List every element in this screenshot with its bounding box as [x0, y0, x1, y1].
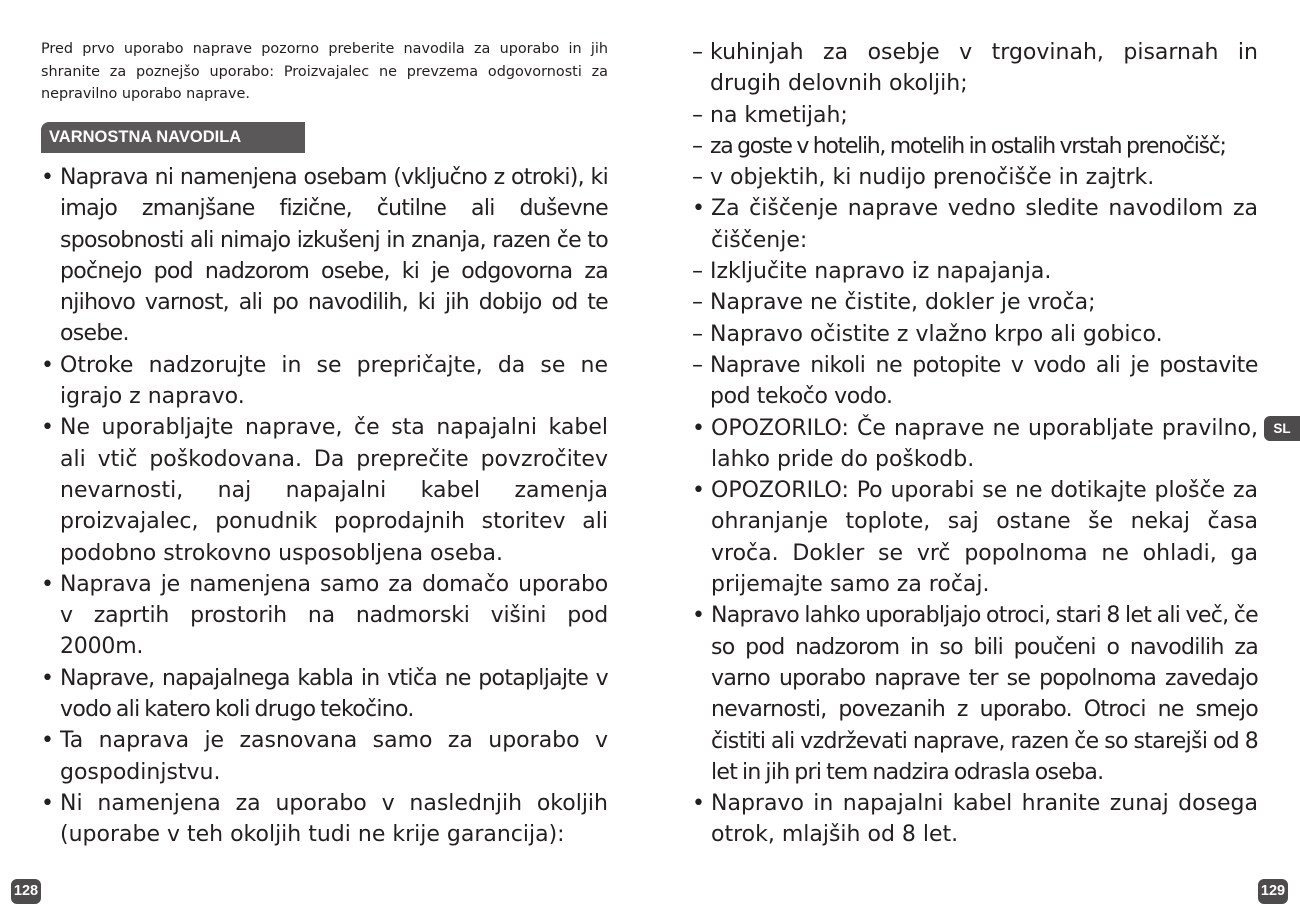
list-item-cleaning-step: – Naprave nikoli ne potopite v vodo ali je postavite pod tekočo vodo. [692, 350, 1258, 413]
list-item-cleaning-step: – Naprave ne čistite, dokler je vroča; [692, 287, 1258, 318]
list-item: • Napravo in napajalni kabel hranite zunaj dosega otrok, mlajših od 8 let. [692, 788, 1258, 851]
list-item: • Naprave, napajalnega kabla in vtiča ne potapljajte v vodo ali katero koli drugo tekočino. [41, 663, 608, 726]
list-item: • Naprava ni namenjena osebam (vključno z otroki), ki imajo zmanjšane fizične, čutilne ali duševne sposobnosti ali nimajo izkušenj in znanja, razen če to počnejo pod nadzorom osebe, ki je odgovorna za njihovo varnost, ali po navodilih, ki jih dobijo od te osebe. [41, 162, 608, 350]
page-number-right: 129 [1258, 879, 1288, 904]
list-item: • Ne uporabljajte naprave, če sta napajalni kabel ali vtič poškodovana. Da preprečite povzročitev nevarnosti, naj napajalni kabel zamenja proizvajalec, ponudnik poprodajnih storitev ali podobno strokovno usposobljena oseba. [41, 412, 608, 568]
language-tab: SL [1264, 416, 1300, 441]
page-number-left: 128 [11, 879, 41, 904]
list-item: • Ta naprava je zasnovana samo za uporabo v gospodinjstvu. [41, 725, 608, 788]
list-item-cleaning-step: – Izključite napravo iz napajanja. [692, 256, 1258, 287]
section-heading-safety: VARNOSTNA NAVODILA [41, 122, 305, 153]
list-item-warning: • OPOZORILO: Po uporabi se ne dotikajte plošče za ohranjanje toplote, saj ostane še nekaj časa vroča. Dokler se vrč popolnoma ne ohladi, ga prijemajte samo za ročaj. [692, 475, 1258, 600]
list-item-environment: – kuhinjah za osebje v trgovinah, pisarnah in drugih delovnih okoljih; [692, 37, 1258, 100]
list-item: • Naprava je namenjena samo za domačo uporabo v zaprtih prostorih na nadmorski višini pod 2000m. [41, 569, 608, 663]
right-page [650, 0, 1300, 922]
safety-instructions-list [41, 162, 608, 851]
list-item-environment: – v objektih, ki nudijo prenočišče in zajtrk. [692, 162, 1258, 193]
list-item-warning: • OPOZORILO: Če naprave ne uporabljate pravilno, lahko pride do poškodb. [692, 413, 1258, 476]
list-item: • Za čiščenje naprave vedno sledite navodilom za čiščenje: [692, 193, 1258, 256]
intro-paragraph: Pred prvo uporabo naprave pozorno preberite navodila za uporabo in jih shranite za poznejšo uporabo: Proizvajalec ne prevzema odgovornosti za nepravilno uporabo naprave. [41, 41, 608, 102]
safety-instructions-list-continued [692, 37, 1258, 851]
list-item-environment: – za goste v hotelih, motelih in ostalih vrstah prenočišč; [692, 131, 1258, 162]
list-item-cleaning-step: – Napravo očistite z vlažno krpo ali gobico. [692, 319, 1258, 350]
list-item: • Napravo lahko uporabljajo otroci, stari 8 let ali več, če so pod nadzorom in so bili poučeni o navodilih za varno uporabo naprave ter se popolnoma zavedajo nevarnosti, povezanih z uporabo. Otroci ne smejo čistiti ali vzdrževati naprave, razen če so starejši od 8 let in jih pri tem nadzira odrasla oseba. [692, 600, 1258, 788]
list-item: • Ni namenjena za uporabo v naslednjih okoljih (uporabe v teh okoljih tudi ne krije garancija): [41, 788, 608, 851]
list-item-environment: – na kmetijah; [692, 100, 1258, 131]
list-item: • Otroke nadzorujte in se prepričajte, da se ne igrajo z napravo. [41, 350, 608, 413]
